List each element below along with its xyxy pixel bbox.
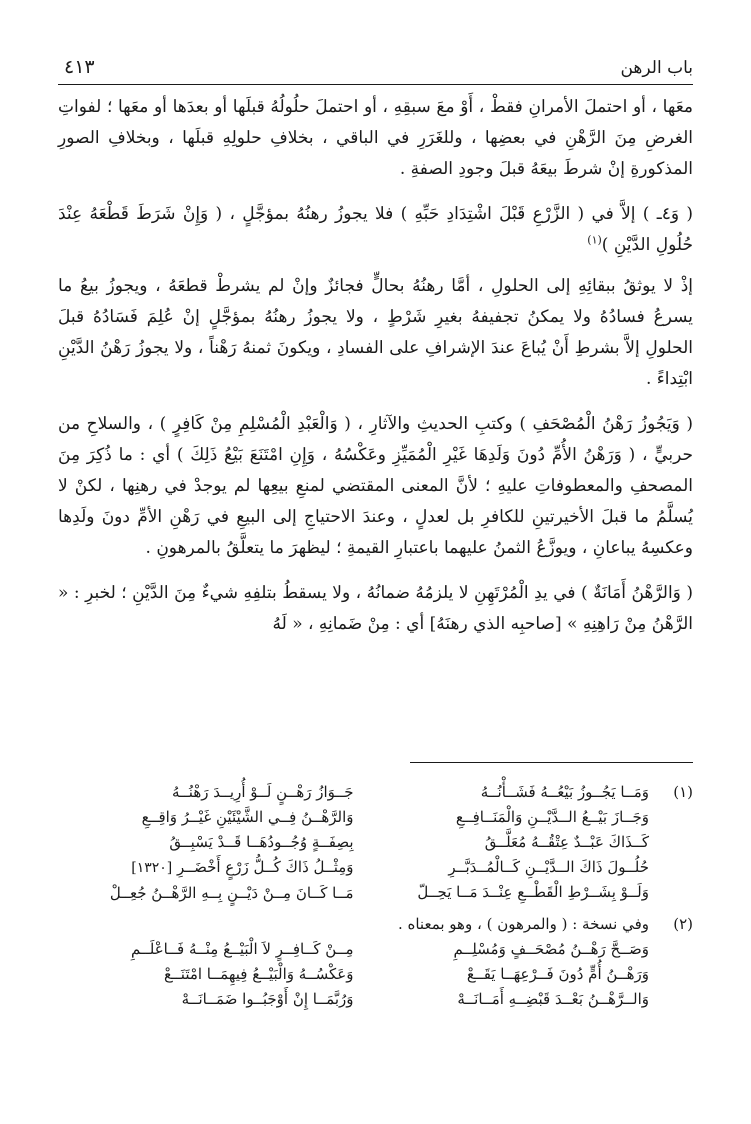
verse-hemistich: مَــا كَــانَ مِــنْ دَيْــنٍ بِــهِ الرَّهْــنُ جُعِــلْ bbox=[109, 884, 354, 902]
verse-hemistich: وَمَــا يَجُــوزُ بَيْعُــهُ فَشَــأْنُــهُ bbox=[480, 783, 649, 801]
verse-hemistich: وَرُبَّمَــا إِنْ أَوْجَبُــوا ضَمَــانَــهْ bbox=[181, 990, 354, 1008]
footnote-1 bbox=[58, 780, 693, 906]
footnote-label: (١) bbox=[673, 783, 693, 801]
verse-hemistich: كَــذَاكَ عَبْــدٌ عِتْقُــهُ مُعَلَّــقُ bbox=[484, 833, 649, 851]
verse-hemistich: وَالــرَّهْــنُ بَعْــدَ قَبْضِــهِ أَمَــانَــهْ bbox=[457, 990, 649, 1008]
footnote-separator bbox=[410, 762, 693, 763]
paragraph: إذْ لا يوثقُ ببقائِهِ إلى الحلولِ ، أمَّا رهنُهُ بحالٍّ فجائزٌ وإنْ لم يشرطْ قطعَهُ ، ويجوزُ بيعُ ما يسرعُ فسادُهُ ولا يمكنُ تجفيفهُ بغيرِ شَرْطٍ ، ولا يجوزُ رهنُهُ بمؤجَّلٍ إنْ عُلِمَ فَسَادُهُ قبلَ الحلولِ إلاَّ بشرطِ أَنْ يُباعَ عندَ الإشرافِ على الفسادِ ، ويكونَ ثمنهُ رَهْناً ، ولا يجوزُ رَهْنُ الدَّيْنِ ابْتِداءً . bbox=[58, 276, 693, 389]
paragraph-text: ( وَ٤ـ ) إلاَّ في ( الزَّرْعِ قَبْلَ اشْتِدَادِ حَبِّهِ ) فلا يجوزُ رهنُهُ بمؤجَّلٍ ، ( وَإِنْ شَرَطَ قَطْعَهُ عِنْدَ حُلُولِ الدَّيْنِ ) bbox=[58, 204, 693, 255]
footnote-ref: (١) bbox=[587, 233, 602, 247]
verse-hemistich: وَالرَّهْــنُ فِــي الشَّيْئَيْنِ غَيْــرُ وَاقِــعِ bbox=[141, 808, 354, 826]
verse-hemistich: وَلَــوْ بِشَــرْطِ الْقَطْــعِ عِنْــدَ مَــا يَحِــلّ bbox=[417, 883, 649, 901]
footnote-text: وفي نسخة : ( والمرهون ) ، وهو بمعناه . bbox=[397, 915, 649, 933]
verse-hemistich: جَــوَازُ رَهْــنٍ لَــوْ أُرِيــدَ رَهْنُــهُ bbox=[171, 783, 354, 801]
running-header bbox=[58, 52, 693, 85]
footnotes bbox=[58, 780, 693, 1012]
paragraph: ( وَيَجُوزُ رَهْنُ الْمُصْحَفِ ) وكتبِ الحديثِ والآثارِ ، ( وَالْعَبْدِ الْمُسْلِمِ مِنْ كَافِرٍ ) ، والسلاحِ من حربيٍّ ، ( وَرَهْنُ الأُمِّ دُونَ وَلَدِهَا غَيْرِ الْمُمَيِّزِ وعَكْسُهُ ، وَإِنِ امْتَنَعَ بَيْعُ ذَلِكَ ) أي : ما ذُكِرَ مِنَ المصحفِ والمعطوفاتِ عليهِ ؛ لأنَّ المعنى المقتضي لمنعِ بيعِها لم يوجدْ في رهنِها ، لكنْ لا يُسلَّمُ ما قبلَ الأخيرتينِ للكافرِ بل لعدلٍ ، وعندَ الاحتياجِ إلى البيعِ في رَهْنِ الأمِّ دونَ ولَدِها وعكسِهُ يباعانِ ، ويوزَّعُ الثمنُ عليهما باعتبارِ القيمةِ ؛ ليظهرَ ما يتعلَّقُ بالمرهونِ . bbox=[58, 414, 693, 558]
verse-hemistich: وَجَــازَ بَيْــعُ الــدَّيْــنِ وَالْمَنَــافِــعِ bbox=[455, 808, 649, 826]
chapter-title: باب الرهن bbox=[620, 58, 693, 78]
verse-hemistich: وَصَــحَّ رَهْــنُ مُصْحَــفٍ وَمُسْلِــمِ bbox=[453, 940, 649, 958]
footnote-2 bbox=[58, 912, 693, 1012]
verse-hemistich: وَعَكْسُــهُ وَالْبَيْــعُ فِيهِمَــا امْتَنَــعْ bbox=[164, 965, 354, 983]
verse-number: [١٣٢٠] bbox=[131, 860, 173, 876]
paragraph: ( وَالرَّهْنُ أَمَانَةٌ ) في يدِ الْمُرْتَهِنِ لا يلزمُهُ ضمانُهُ ، ولا يسقطُ بتلفِهِ شيءٌ مِنَ الدَّيْنِ ؛ لخبرِ : « الرَّهْنُ مِنْ رَاهِنِهِ » [صاحبِه الذي رهنَهُ] أي : مِنْ ضَمانِهِ ، « لَهُ bbox=[58, 583, 693, 634]
verse-hemistich: وَمِثْــلُ ذَاكَ كُــلُّ زَرْعٍ أَخْضَــرِ [١٣٢٠] bbox=[131, 858, 354, 876]
paragraph: معَها ، أو احتملَ الأمرانِ فقطْ ، أَوْ معَ سبقِهِ ، أو احتملَ حلُولُهُ قبلَها أو بعدَها أو معَها ؛ لفواتِ الغرضِ مِنَ الرَّهْنِ في بعضِها ، وللغَرَرِ في الباقي ، بخلافِ حلولِهِ قبلَها ، وبخلافِ الصورِ المذكورةِ إنْ شرطَ بيعَهُ قبلَ وجودِ الصفةِ . bbox=[58, 97, 693, 179]
paragraph bbox=[58, 199, 693, 261]
page-number: ٤١٣ bbox=[64, 56, 95, 78]
main-text bbox=[58, 92, 693, 654]
verse-hemistich: بِصِفَــةٍ وُجُــودُهَــا قَــدْ يَسْبِــقُ bbox=[169, 833, 354, 851]
verse-hemistich: مِــنْ كَــافِــرٍ لاَ الْبَيْــعُ مِنْــهُ فَــاعْلَــمِ bbox=[130, 940, 354, 958]
verse-hemistich: وَرَهْــنُ أُمٍّ دُونَ فَــرْعِهَــا يَقَــعْ bbox=[466, 965, 649, 983]
verse-hemistich: حُلُــولَ ذَاكَ الــدَّيْــنِ كَــالْمُــدَبَّــرِ bbox=[448, 858, 649, 876]
footnote-label: (٢) bbox=[673, 915, 693, 933]
